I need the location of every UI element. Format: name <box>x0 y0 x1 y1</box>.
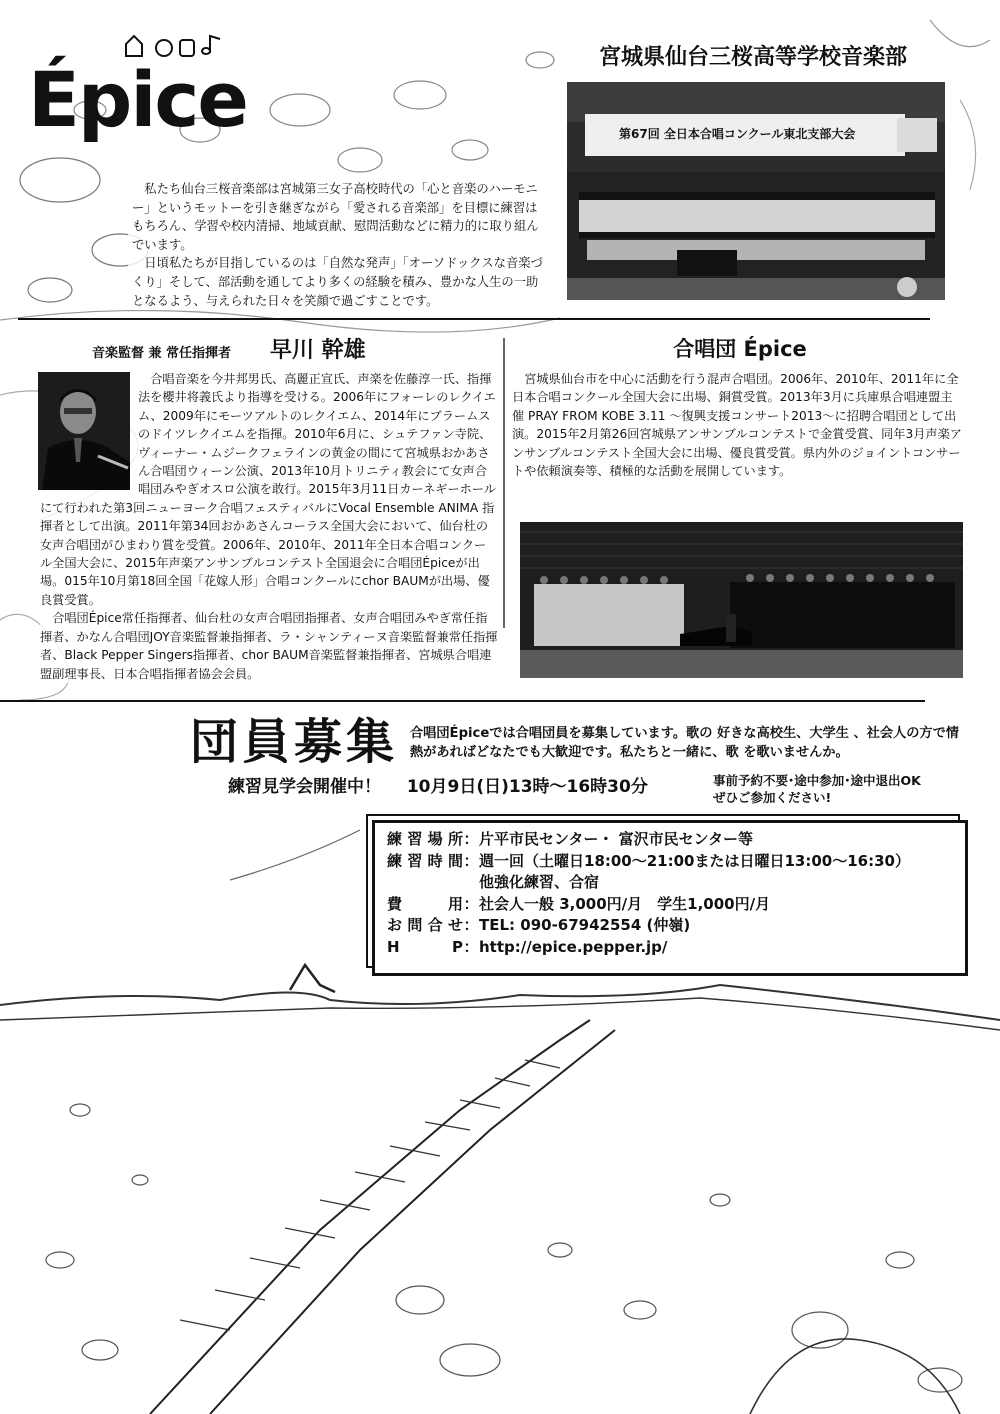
music-note-icon <box>202 36 220 54</box>
section-divider <box>18 318 930 320</box>
info-label: 練習場所 <box>387 830 463 848</box>
tour-date: 10月9日(日)13時～16時30分 <box>406 777 648 797</box>
info-value: 社会人一般 3,000円/月 学生1,000円/月 <box>479 894 771 913</box>
logo-text: Épice <box>28 55 247 144</box>
tour-note-line-1: 事前予約不要･途中参加･途中退出OK <box>713 773 921 788</box>
info-value: TEL: 090-67942554 (仲嶺) <box>479 916 691 934</box>
logo <box>28 30 248 160</box>
info-value: 他強化練習、合宿 <box>479 873 600 891</box>
info-label: H P <box>387 937 463 956</box>
info-value: 片平市民センター・ 富沢市民センター等 <box>479 830 754 848</box>
school-description <box>128 180 551 310</box>
epice-choir-photo <box>520 522 963 678</box>
conductor-role: 音楽監督 兼 常任指揮者 <box>92 346 232 361</box>
conductor-name: 早川 幹雄 <box>270 338 366 363</box>
school-choir-photo <box>567 82 945 300</box>
photo-banner-text: 第67回 全日本合唱コンクール東北支部大会 <box>619 127 856 141</box>
recruit-message: 合唱団Épiceでは合唱団員を募集しています。歌の 好きな高校生、大学生 、社会人の方で情熱があればどなたでも大歓迎です。私たちと一緒に、歌 を歌いませんか。 <box>410 726 959 760</box>
practice-info-box <box>372 820 968 976</box>
tour-info <box>228 772 648 797</box>
school-title: 宮城県仙台三桜高等学校音楽部 <box>598 45 907 70</box>
choir-description <box>512 370 964 480</box>
tour-note <box>713 772 921 806</box>
column-divider <box>503 338 505 628</box>
section-divider <box>0 700 925 702</box>
circle-icon <box>156 40 172 56</box>
conductor-photo <box>38 372 130 490</box>
conductor-paragraph-2: 合唱団Épice常任指揮者、仙台杜の女声合唱団指揮者、女声合唱団みやぎ常任指揮者、かなん合唱団JOY音楽監督兼指揮者、ラ・シャンティーヌ音楽監督兼常任指揮者、Black Pepper Singers指揮者、chor BAUM音楽監督兼指揮者、宮城県合唱連盟副理事長、日本合唱指揮者協会会員。 <box>40 611 498 681</box>
info-label: 練習時間 <box>387 851 463 870</box>
tour-label: 練習見学会開催中！ <box>228 777 381 797</box>
conductor-paragraph-1: 合唱音楽を今井邦男氏、高麗正宣氏、声楽を佐藤淳一氏、指揮法を櫻井将義氏より指導を受ける。2006年にフォーレのレクイエム、2009年にモーツアルトのレクイエム、2014年にブラームスのドイツレクイエムを指揮。2010年6月に、シュテファン寺院、ヴィーナー・ムジークフェラインの黄金の間にて宮城県おかあさん合唱団ウィーン公演、2013年10月トリニティ教会にて女声合唱団みやぎオスロ公演を敢行。2015年3月11日カーネギーホールにて行われた第3回ニューヨーク合唱フェスティバルにVocal Ensemble ANIMA 指揮者として出演。2011年第34回おかあさんコーラス全国大会において、仙台杜の女声合唱団がひまわり賞を受賞。2006年、2010年、2011年全日本合唱コンクール全国大会に、2015年声楽アンサンブルコンテスト全国退会に合唱団Épiceが出場。015年10月第18回全国「花嫁人形」合唱コンクールにchor BAUMが出場、優良賞受賞。 <box>40 372 496 607</box>
info-row-time-extra <box>387 872 910 894</box>
info-colon: ： <box>463 916 479 934</box>
info-row-time <box>387 851 910 873</box>
house-icon <box>126 36 142 56</box>
info-row-contact <box>387 915 910 937</box>
info-row-homepage <box>387 937 910 959</box>
tour-note-line-2: ぜひご参加ください! <box>713 790 832 805</box>
info-row-fee <box>387 894 910 916</box>
homepage-link[interactable]: http://epice.pepper.jp/ <box>479 937 668 956</box>
info-colon: ： <box>463 851 479 870</box>
choir-paragraph: 宮城県仙台市を中心に活動を行う混声合唱団。2006年、2010年、2011年に全日本合唱コンクール全国大会に出場、銅賞受賞。2013年3月に兵庫県合唱連盟主催 PRAY FROM KOBE 3.11 ～復興支援コンサート2013～に招聘合唱団として出演。2015年2月第26回宮城県アンサンブルコンテストで金賞受賞、同年3月声楽アンサンブルコンテスト全国大会に出場、優良賞受賞。県内外のジョイントコンサートや依頼演奏等、積極的な活動を展開しています。 <box>512 372 962 479</box>
info-label: お問合せ <box>387 916 463 934</box>
school-paragraph-2: 日頃私たちが目指しているのは「自然な発声」「オーソドックスな音楽づくり」そして、部活動を通してより多くの経験を積み、豊かな人生の一助となるよう、与えられた日々を笑顔で過ごすことです。 <box>132 256 543 308</box>
recruit-heading: 団員募集 <box>190 714 399 770</box>
info-label: 費 用 <box>387 894 463 913</box>
info-colon: ： <box>463 894 479 913</box>
info-colon: ： <box>463 830 479 848</box>
choir-title: 合唱団 Épice <box>673 337 807 361</box>
info-value: 週一回（土曜日18:00～21:00または日曜日13:00～16:30） <box>479 851 910 870</box>
info-colon: ： <box>463 937 479 956</box>
info-rows <box>387 829 910 958</box>
school-paragraph-1: 私たち仙台三桜音楽部は宮城第三女子高校時代の「心と音楽のハーモニー」というモットーを引き継ぎながら「愛される音楽部」を目標に練習はもちろん、学習や校内清掃、地域貢献、慰問活動などに精力的に取り組んでいます。 <box>132 182 539 252</box>
info-row-location <box>387 829 910 851</box>
